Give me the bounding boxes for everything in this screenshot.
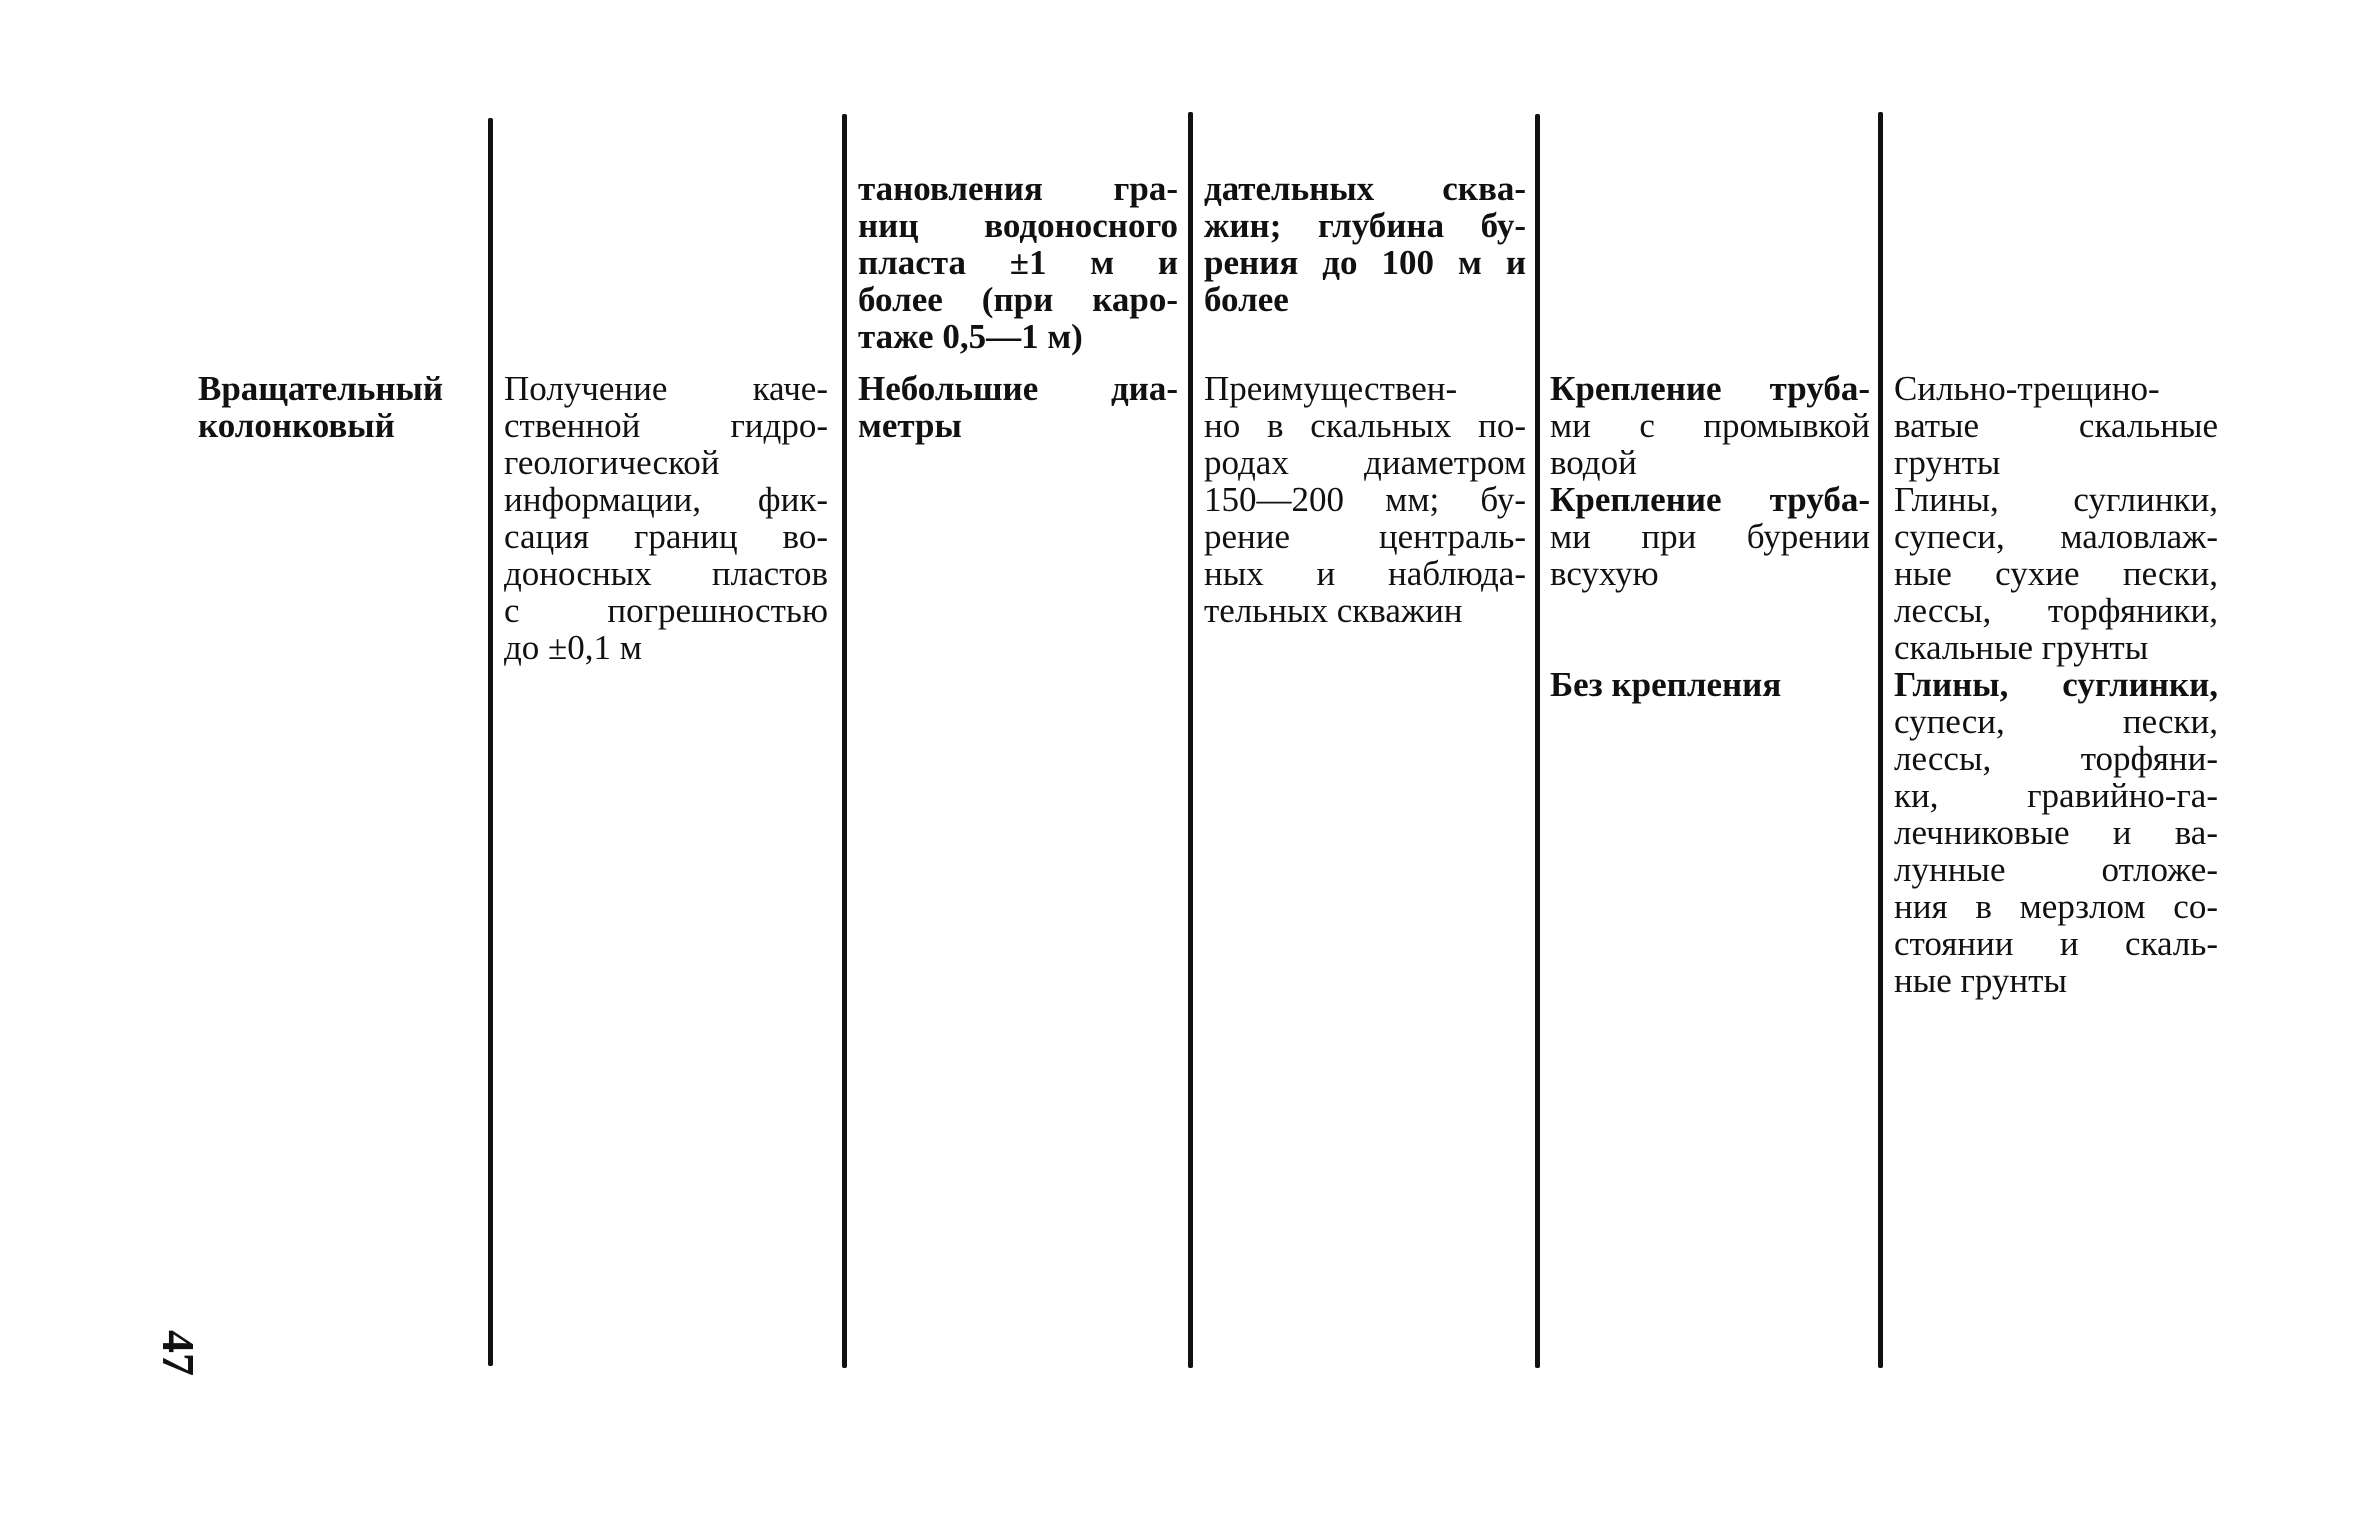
text-line: ные сухие пески,: [1894, 554, 2218, 593]
text-line: родах диаметром: [1204, 443, 1526, 482]
purpose-cell: [504, 370, 828, 666]
text-line: с погрешностью: [504, 591, 828, 630]
text-line: ственной гидро-: [504, 406, 828, 445]
text-line: ные грунты: [1894, 961, 2067, 1000]
text-line: колонковый: [198, 406, 395, 445]
text-line: лессы, торфяники,: [1894, 591, 2218, 630]
fixing-cell: [1550, 370, 1870, 703]
diameter-cell: [858, 370, 1178, 444]
text-line: ми при бурении: [1550, 517, 1870, 556]
text-line: Небольшие диа-: [858, 369, 1178, 408]
continuation-col3: [858, 170, 1178, 355]
text-line: доносных пластов: [504, 554, 828, 593]
text-line: Глины, суглинки,: [1894, 480, 2218, 519]
text-line: тановления гра-: [858, 169, 1178, 208]
text-line: таже 0,5—1 м): [858, 317, 1083, 356]
fixing-item: [1550, 481, 1870, 592]
text-line: лечниковые и ва-: [1894, 813, 2218, 852]
text-line: ниц водоносного: [858, 206, 1178, 245]
column-divider-5: [1878, 112, 1883, 1368]
text-line: стоянии и скаль-: [1894, 924, 2218, 963]
text-line: пласта ±1 м и: [858, 243, 1178, 282]
text-line: скальные грунты: [1894, 628, 2149, 667]
text-line: Крепление труба-: [1550, 480, 1870, 519]
column-divider-3: [1188, 112, 1193, 1368]
text-line: Крепление труба-: [1550, 369, 1870, 408]
soils-item: [1894, 666, 2218, 999]
soils-item: [1894, 370, 2218, 481]
text-line: рение централь-: [1204, 517, 1526, 556]
text-line: геологической: [504, 443, 720, 482]
application-cell: [1204, 370, 1526, 629]
text-line: Получение каче-: [504, 369, 828, 408]
text-line: супеси, пески,: [1894, 702, 2218, 741]
text-line: более: [1204, 280, 1289, 319]
text-line: тельных скважин: [1204, 591, 1463, 630]
text-line: ных и наблюда-: [1204, 554, 1526, 593]
text-line: информации, фик-: [504, 480, 828, 519]
soils-cell: [1894, 370, 2218, 999]
method-cell: [198, 370, 468, 444]
text-line: 150—200 мм; бу-: [1204, 480, 1526, 519]
column-divider-4: [1535, 114, 1540, 1368]
text-line: более (при каро-: [858, 280, 1178, 319]
text-line: сация границ во-: [504, 517, 828, 556]
text-line: дательных сква-: [1204, 169, 1526, 208]
text-line: грунты: [1894, 443, 2001, 482]
text-line: ватые скальные: [1894, 406, 2218, 445]
page-number: 47: [153, 1330, 204, 1376]
text-line: Сильно-трещино-: [1894, 369, 2160, 408]
fixing-item: [1550, 666, 1870, 703]
text-line: лессы, торфяни-: [1894, 739, 2218, 778]
column-divider-2: [842, 114, 847, 1368]
text-line: ми с промывкой: [1550, 406, 1870, 445]
text-line: Преимуществен-: [1204, 369, 1458, 408]
text-line: рения до 100 м и: [1204, 243, 1526, 282]
text-line: до ±0,1 м: [504, 628, 642, 667]
text-line: метры: [858, 406, 962, 445]
column-divider-1: [488, 118, 493, 1366]
text-line: Без крепления: [1550, 665, 1782, 704]
text-line: всухую: [1550, 554, 1659, 593]
fixing-item: [1550, 370, 1870, 481]
continuation-col4: [1204, 170, 1526, 318]
text-line: ки, гравийно-га-: [1894, 776, 2218, 815]
text-line: водой: [1550, 443, 1637, 482]
text-line: жин; глубина бу-: [1204, 206, 1526, 245]
text-line: лунные отложе-: [1894, 850, 2218, 889]
text-line: Глины, суглинки,: [1894, 665, 2218, 704]
text-line: но в скальных по-: [1204, 406, 1526, 445]
text-line: Вращательный: [198, 369, 443, 408]
text-line: ния в мерзлом со-: [1894, 887, 2218, 926]
soils-item: [1894, 481, 2218, 666]
text-line: супеси, маловлаж-: [1894, 517, 2218, 556]
